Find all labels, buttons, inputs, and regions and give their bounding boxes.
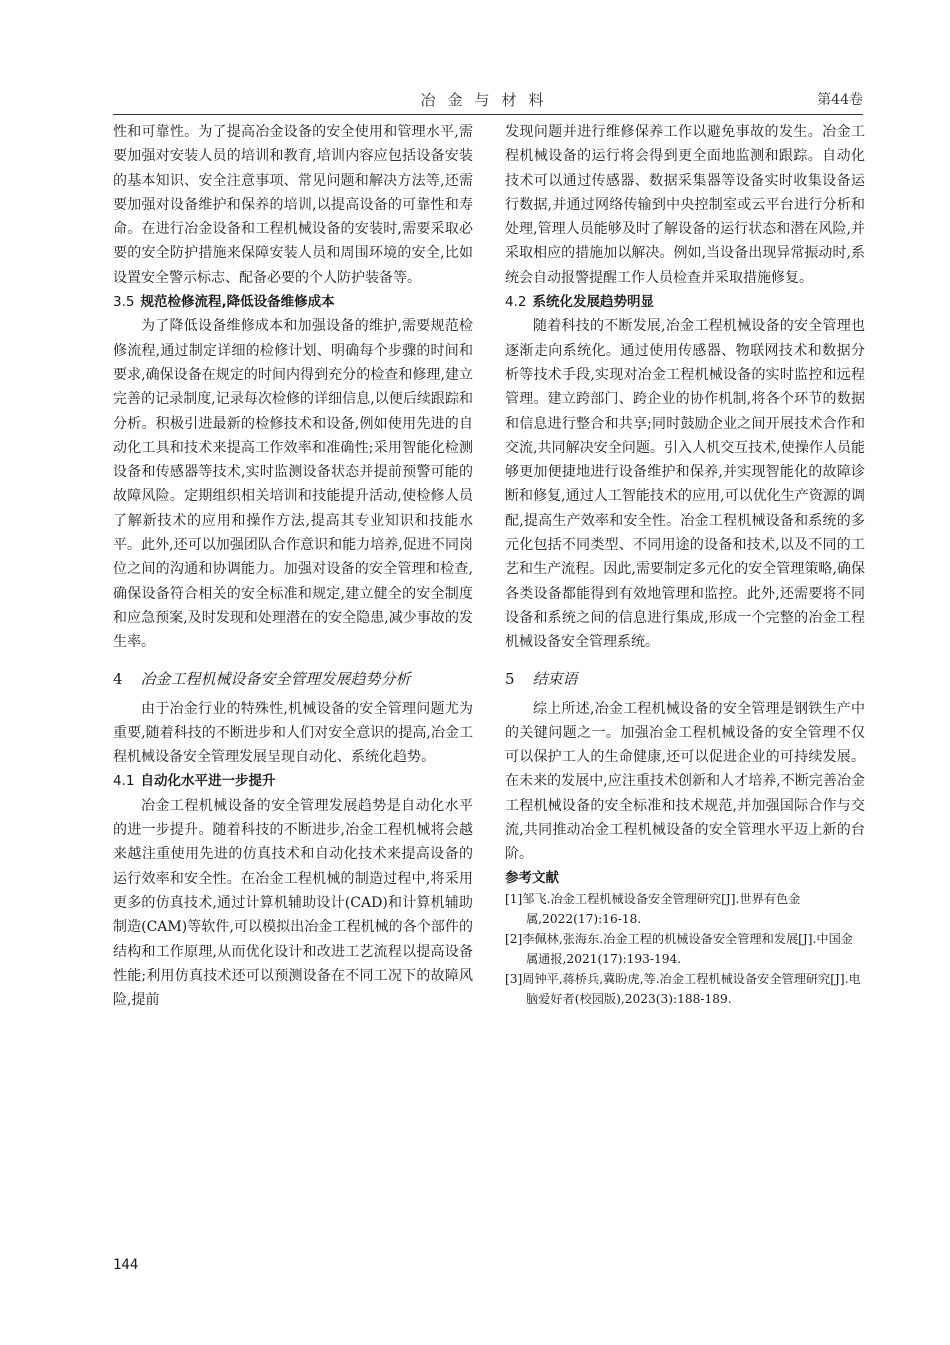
section-number: 4.2	[505, 294, 527, 311]
reference-item: [1]邹飞.冶金工程机械设备安全管理研究[J].世界有色金属,2022(17):16-18.	[505, 891, 801, 926]
section-4-2-heading	[505, 290, 865, 314]
reference-item: [2]李佩林,张海东.冶金工程的机械设备安全管理和发展[J].中国金属通报,2021(17):193-194.	[505, 931, 853, 966]
section-number: 3.5	[113, 294, 135, 311]
paragraph-continued: 性和可靠性。为了提高冶金设备的安全使用和管理水平,需要加强对安装人员的培训和教育,培训内容应包括设备安装的基本知识、安全注意事项、常见问题和解决方法等,还需要加强对设备维护和保养的培训,以提高设备的可靠性和寿命。在进行冶金设备和工程机械设备的安装时,需要采取必要的安全防护措施来保障安装人员和周围环境的安全,比如设置安全警示标志、配备必要的个人防护装备等。	[113, 124, 473, 286]
page-number: 144	[113, 1257, 139, 1273]
section-4-1-paragraph-continued: 发现问题并进行维修保养工作以避免事故的发生。冶金工程机械设备的运行将会得到更全面地监测和跟踪。自动化技术可以通过传感器、数据采集器等设备实时收集设备运行数据,并通过网络传输到中央控制室或云平台进行分析和处理,管理人员能够及时了解设备的运行状态和潜在风险,并采取相应的措施加以解决。例如,当设备出现异常振动时,系统会自动报警提醒工作人员检查并采取措施修复。	[505, 124, 865, 286]
section-title: 冶金工程机械设备安全管理发展趋势分析	[140, 669, 411, 688]
section-title: 自动化水平进一步提升	[140, 773, 276, 790]
section-4-1-heading	[113, 769, 473, 793]
section-3-5-paragraph: 为了降低设备维修成本和加强设备的维护,需要规范检修流程,通过制定详细的检修计划、明确每个步骤的时间和要求,确保设备在规定的时间内得到充分的检查和修理,建立完善的记录制度,记录每次检修的详细信息,以便后续跟踪和分析。积极引进最新的检修技术和设备,例如使用先进的自动化工具和技术来提高工作效率和准确性;采用智能化检测设备和传感器等技术,实时监测设备状态并提前预警可能的故障风险。定期组织相关培训和技能提升活动,使检修人员了解新技术的应用和操作方法,提高其专业知识和技能水平。此外,还可以加强团队合作意识和能力培养,促进不同岗位之间的沟通和协调能力。加强对设备的安全管理和检查,确保设备符合相关的安全标准和规定,建立健全的安全制度和应急预案,及时发现和处理潜在的安全隐患,减少事故的发生率。	[113, 318, 473, 651]
section-4-1-paragraph: 冶金工程机械设备的安全管理发展趋势是自动化水平的进一步提升。随着科技的不断进步,冶金工程机械将会越来越注重使用先进的仿真技术和自动化技术来提高设备的运行效率和安全性。在冶金工程机械的制造过程中,将采用更多的仿真技术,通过计算机辅助设计(CAD)和计算机辅助制造(CAM)等软件,可以模拟出冶金工程机械的各个部件的结构和工作原理,从而优化设计和改进工艺流程以提高设备性能;利用仿真技术还可以预测设备在不同工况下的故障风险,提前	[113, 797, 473, 1009]
section-4-paragraph: 由于冶金行业的特殊性,机械设备的安全管理问题尤为重要,随着科技的不断进步和人们对安全意识的提高,冶金工程机械设备安全管理发展呈现自动化、系统化趋势。	[113, 700, 473, 766]
section-title: 规范检修流程,降低设备维修成本	[140, 294, 335, 311]
section-title: 结束语	[532, 669, 578, 688]
section-title: 系统化发展趋势明显	[532, 294, 654, 311]
section-number: 4	[113, 669, 123, 688]
conclusion-paragraph: 综上所述,冶金工程机械设备的安全管理是钢铁生产中的关键问题之一。加强冶金工程机械设备的安全管理不仅可以保护工人的生命健康,还可以促进企业的可持续发展。在未来的发展中,应注重技术创新和人才培养,不断完善冶金工程机械设备的安全标准和技术规范,并加强国际合作与交流,共同推动冶金工程机械设备的安全管理水平迈上新的台阶。	[505, 700, 865, 863]
references-heading: 参考文献	[505, 869, 559, 886]
section-number: 5	[505, 669, 515, 688]
reference-item: [3]周钟平,蒋桥兵,冀盼虎,等.冶金工程机械设备安全管理研究[J].电脑爱好者(校园版),2023(3):188-189.	[505, 971, 861, 1006]
section-4-2-paragraph: 随着科技的不断发展,冶金工程机械设备的安全管理也逐渐走向系统化。通过使用传感器、物联网技术和数据分析等技术手段,实现对冶金工程机械设备的实时监控和远程管理。建立跨部门、跨企业的协作机制,将各个环节的数据和信息进行整合和共享;同时鼓励企业之间开展技术合作和交流,共同解决安全问题。引入人机交互技术,使操作人员能够更加便捷地进行设备维护和保养,并实现智能化的故障诊断和修复,通过人工智能技术的应用,可以优化生产资源的调配,提高生产效率和安全性。冶金工程机械设备和系统的多元化包括不同类型、不同用途的设备和技术,以及不同的工艺和生产流程。因此,需要制定多元化的安全管理策略,确保各类设备都能得到有效地管理和监控。此外,还需要将不同设备和系统之间的信息进行集成,形成一个完整的冶金工程机械设备安全管理系统。	[505, 318, 865, 651]
section-4-heading	[113, 667, 473, 691]
left-column	[113, 120, 473, 1012]
section-number: 4.1	[113, 773, 135, 790]
section-5-heading	[505, 667, 865, 691]
volume-label: 第44卷	[817, 92, 863, 108]
header-rule	[113, 114, 863, 115]
journal-title: 冶金与材料	[420, 91, 556, 109]
running-header	[113, 89, 863, 113]
section-3-5-heading	[113, 290, 473, 314]
right-column	[505, 120, 865, 1009]
